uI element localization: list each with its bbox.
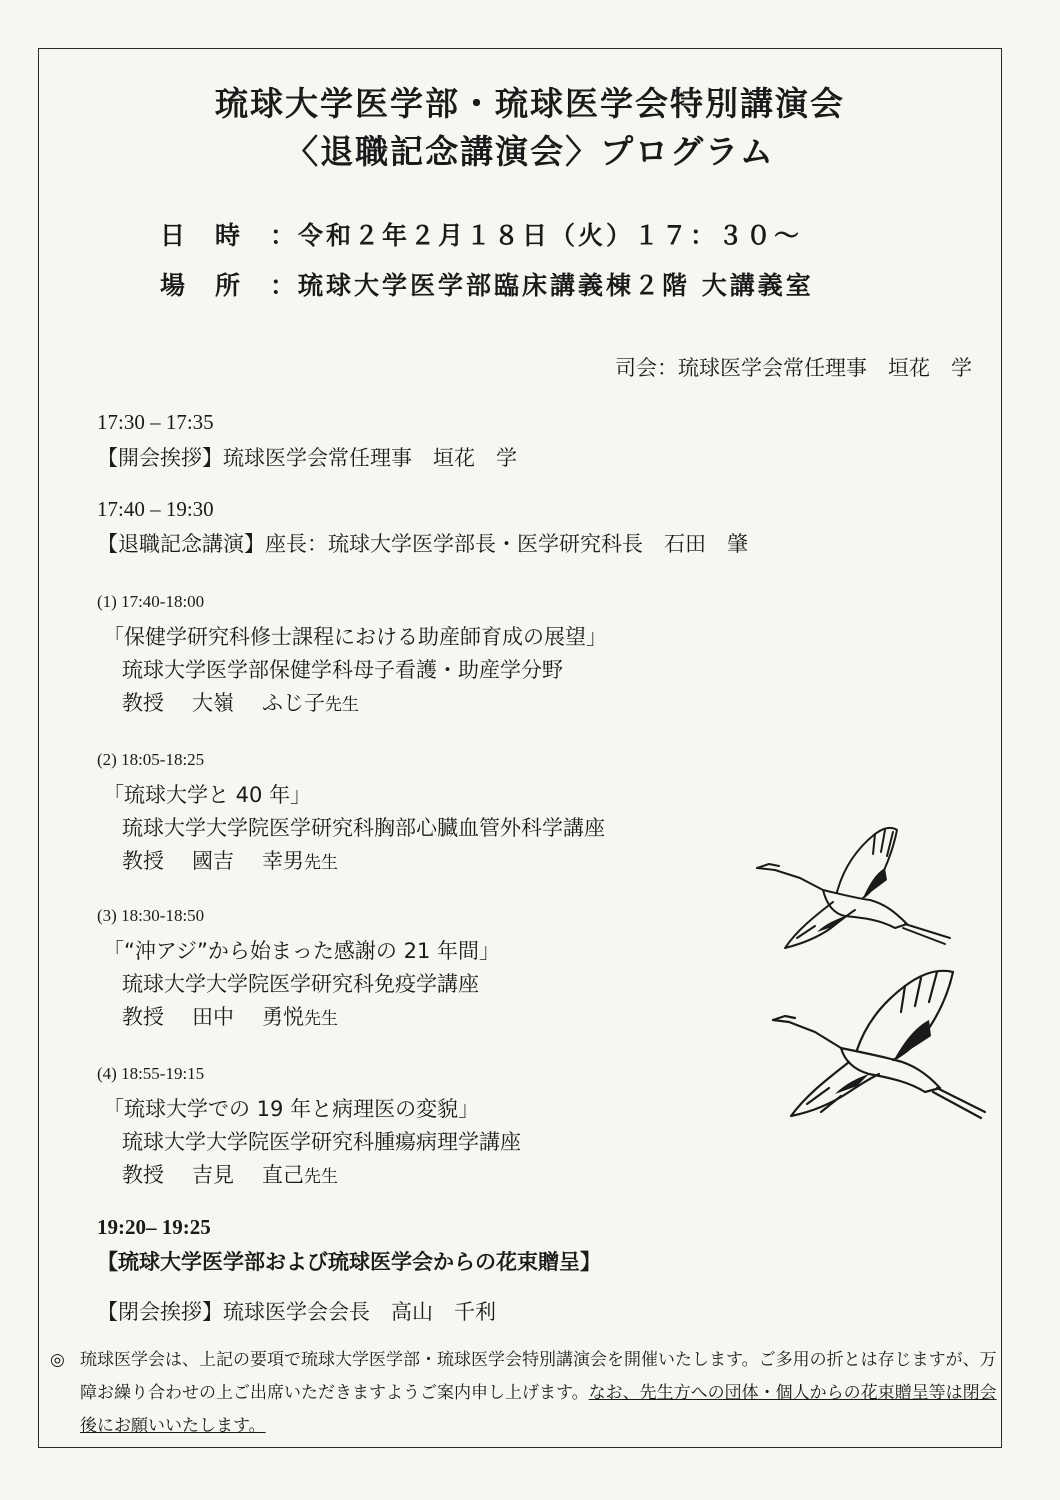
talk-2-title: 「琉球大学と 40 年」 — [103, 783, 312, 807]
talk-4-given: 直己 — [262, 1163, 304, 1187]
notice-underlined: なお、先生方への団体・個人からの花束贈呈等は閉会後にお願いいたします。 — [80, 1383, 997, 1436]
talk-2-position: 教授 — [122, 849, 164, 873]
emcee: 司会：琉球医学会常任理事 垣花 学 — [615, 356, 972, 380]
talk-3-suffix: 先生 — [304, 1009, 338, 1029]
talk-2-number: (2) 18:05-18:25 — [97, 750, 205, 769]
talk-1-given: ふじ子 — [262, 691, 325, 715]
talk-4-surname: 吉見 — [192, 1163, 234, 1187]
talk-1-position: 教授 — [122, 691, 164, 715]
talk-3-title: 「“沖アジ”から始まった感謝の 21 年間」 — [103, 939, 500, 963]
talk-3-given: 勇悦 — [262, 1005, 304, 1029]
talk-1-number: (1) 17:40-18:00 — [97, 592, 205, 611]
crane-lower-icon — [773, 971, 985, 1118]
talk-2-speaker — [122, 845, 338, 875]
title-line-2: 〈退職記念講演会〉プログラム — [285, 132, 775, 171]
place-label: 場所 — [160, 271, 271, 300]
crane-lower-wingtip — [895, 1020, 931, 1058]
lectures-time: 17:40 – 19:30 — [97, 497, 214, 521]
talk-2-suffix: 先生 — [304, 853, 338, 873]
talk-1-suffix: 先生 — [325, 695, 359, 715]
talk-3-speaker — [122, 1001, 338, 1031]
colon: ： — [270, 221, 299, 250]
title-line-1: 琉球大学医学部・琉球医学会特別講演会 — [215, 84, 845, 123]
talk-2-surname: 國吉 — [192, 849, 234, 873]
flying-cranes-illustration — [745, 820, 995, 1140]
date-value: 令和２年２月１８日（火）１７：３０～ — [298, 221, 803, 250]
talk-3-position: 教授 — [122, 1005, 164, 1029]
notice-text: 琉球医学会は、上記の要項で琉球大学医学部・琉球医学会特別講演会を開催いたします。ご多用の折とは存じますが、万障お繰り合わせの上ご出席いただきますようご案内申し上げます。 — [80, 1350, 997, 1403]
talk-2-given: 幸男 — [262, 849, 304, 873]
colon: ： — [270, 271, 299, 300]
talk-3-affiliation: 琉球大学大学院医学研究科免疫学講座 — [122, 972, 479, 996]
double-circle-icon: ◎ — [50, 1350, 65, 1370]
talk-1-speaker — [122, 687, 359, 717]
talk-4-affiliation: 琉球大学大学院医学研究科腫瘍病理学講座 — [122, 1130, 521, 1154]
crane-upper-wingtip — [863, 868, 887, 898]
talk-4-number: (4) 18:55-19:15 — [97, 1064, 205, 1083]
bouquet-time: 19:20– 19:25 — [97, 1215, 211, 1239]
talk-2-affiliation: 琉球大学大学院医学研究科胸部心臓血管外科学講座 — [122, 816, 605, 840]
talk-1-affiliation: 琉球大学医学部保健学科母子看護・助産学分野 — [122, 658, 563, 682]
talk-3-number: (3) 18:30-18:50 — [97, 906, 205, 925]
crane-upper-tail — [817, 916, 845, 932]
lectures-label: 【退職記念講演】座長：琉球大学医学部長・医学研究科長 石田 肇 — [97, 532, 748, 556]
date-label: 日時 — [160, 221, 271, 250]
talk-4-speaker — [122, 1159, 338, 1189]
closing-label: 【閉会挨拶】琉球医学会会長 高山 千利 — [97, 1300, 496, 1324]
talk-1-surname: 大嶺 — [192, 691, 234, 715]
opening-time: 17:30 – 17:35 — [97, 410, 214, 434]
talk-3-surname: 田中 — [192, 1005, 234, 1029]
crane-upper-icon — [757, 828, 950, 948]
notice-paragraph — [50, 1344, 1000, 1443]
place-line — [160, 266, 814, 302]
talk-4-position: 教授 — [122, 1163, 164, 1187]
talk-4-suffix: 先生 — [304, 1167, 338, 1187]
bouquet-label: 【琉球大学医学部および琉球医学会からの花束贈呈】 — [97, 1250, 601, 1274]
opening-label: 【開会挨拶】琉球医学会常任理事 垣花 学 — [97, 446, 517, 470]
talk-1-title: 「保健学研究科修士課程における助産師育成の展望」 — [103, 625, 607, 649]
date-line — [160, 216, 802, 252]
place-value: 琉球大学医学部臨床講義棟２階 大講義室 — [298, 271, 814, 300]
talk-4-title: 「琉球大学での 19 年と病理医の変貌」 — [103, 1097, 480, 1121]
